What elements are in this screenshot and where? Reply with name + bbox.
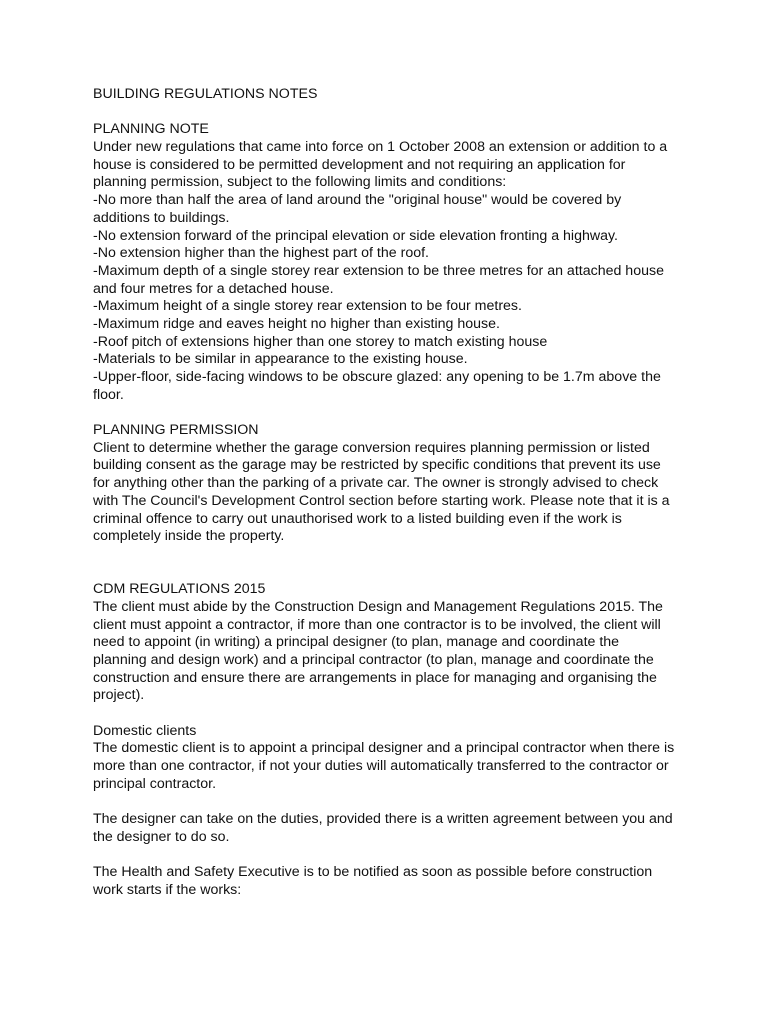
cdm-regulations-section xyxy=(93,581,683,705)
spacer xyxy=(93,847,683,865)
list-item-line: -No more than half the area of land around the "original house" would be covered by xyxy=(93,192,622,209)
list-item-line: and four metres for a detached house. xyxy=(93,280,334,297)
paragraph-line: principal contractor. xyxy=(93,775,217,792)
list-item-line: -Maximum ridge and eaves height no higher than existing house. xyxy=(93,315,500,332)
paragraph-line: Client to determine whether the garage conversion requires planning permission or listed xyxy=(93,439,650,456)
paragraph-line: need to appoint (in writing) a principal designer (to plan, manage and coordinate the xyxy=(93,634,620,651)
spacer xyxy=(93,404,683,422)
paragraph-line: client must appoint a contractor, if more than one contractor is to be involved, the client will xyxy=(93,616,661,633)
list-item-line: -No extension higher than the highest part of the roof. xyxy=(93,245,429,262)
paragraph-line: completely inside the property. xyxy=(93,528,285,545)
paragraph-line: The designer can take on the duties, provided there is a written agreement between you and xyxy=(93,811,673,828)
subsection-heading: Domestic clients xyxy=(93,722,197,739)
spacer xyxy=(93,794,683,812)
list-item-line: floor. xyxy=(93,386,124,403)
paragraph-line: Under new regulations that came into force on 1 October 2008 an extension or addition to a xyxy=(93,139,668,156)
list-item-line: additions to buildings. xyxy=(93,209,230,226)
paragraph-line: The client must abide by the Construction Design and Management Regulations 2015. The xyxy=(93,598,663,615)
designer-duties-paragraph xyxy=(93,811,683,846)
paragraph-line: planning permission, subject to the following limits and conditions: xyxy=(93,174,507,191)
section-heading: CDM REGULATIONS 2015 xyxy=(93,581,266,598)
section-heading: PLANNING NOTE xyxy=(93,121,209,138)
list-item-line: -Materials to be similar in appearance to the existing house. xyxy=(93,351,468,368)
paragraph-line: more than one contractor, if not your duties will automatically transferred to the contractor or xyxy=(93,758,669,775)
spacer xyxy=(93,546,683,581)
list-item-line: -No extension forward of the principal elevation or side elevation fronting a highway. xyxy=(93,227,618,244)
paragraph-line: project). xyxy=(93,687,145,704)
paragraph-line: for anything other than the parking of a private car. The owner is strongly advised to check xyxy=(93,475,659,492)
planning-permission-section xyxy=(93,422,683,546)
spacer xyxy=(93,705,683,723)
section-heading: PLANNING PERMISSION xyxy=(93,422,259,439)
planning-note-section xyxy=(93,121,683,404)
paragraph-line: The domestic client is to appoint a principal designer and a principal contractor when there is xyxy=(93,740,675,757)
document-page xyxy=(93,86,683,900)
paragraph-line: building consent as the garage may be restricted by specific conditions that prevent its use xyxy=(93,457,661,474)
list-item-line: -Upper-floor, side-facing windows to be obscure glazed: any opening to be 1.7m above the xyxy=(93,369,661,385)
paragraph-line: criminal offence to carry out unauthorised work to a listed building even if the work is xyxy=(93,510,622,527)
hse-notification-paragraph xyxy=(93,864,683,899)
document-title: BUILDING REGULATIONS NOTES xyxy=(93,86,318,102)
paragraph-line: The Health and Safety Executive is to be notified as soon as possible before construction xyxy=(93,864,653,881)
paragraph-line: the designer to do so. xyxy=(93,828,230,845)
paragraph-line: work starts if the works: xyxy=(93,881,242,898)
paragraph-line: planning and design work) and a principal contractor (to plan, manage and coordinate the xyxy=(93,652,654,669)
spacer xyxy=(93,104,683,122)
domestic-clients-section xyxy=(93,723,683,794)
list-item-line: -Maximum depth of a single storey rear extension to be three metres for an attached house xyxy=(93,262,664,279)
paragraph-line: construction and ensure there are arrangements in place for managing and organising the xyxy=(93,669,657,686)
list-item-line: -Roof pitch of extensions higher than one storey to match existing house xyxy=(93,333,548,350)
paragraph-line: house is considered to be permitted development and not requiring an application for xyxy=(93,156,626,173)
list-item-line: -Maximum height of a single storey rear extension to be four metres. xyxy=(93,298,522,315)
paragraph-line: with The Council's Development Control section before starting work. Please note that it is a xyxy=(93,492,670,509)
